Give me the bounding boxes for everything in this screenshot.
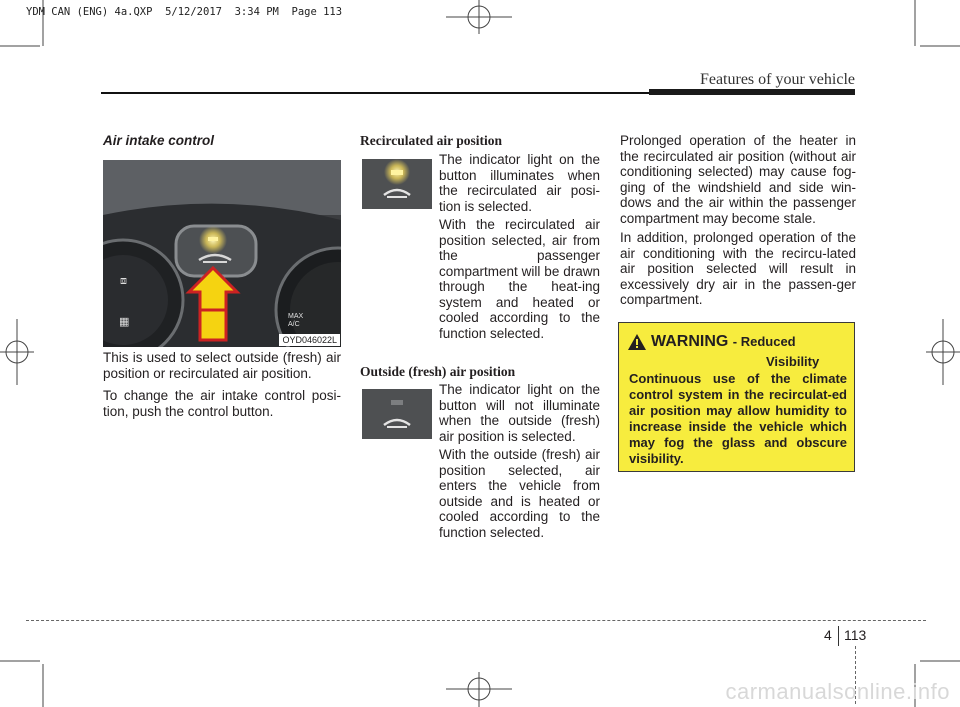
dashboard-illustration <box>103 160 341 347</box>
section-heading: Air intake control <box>103 133 215 148</box>
svg-text:▦: ▦ <box>119 315 130 328</box>
right-paragraph-1: Prolonged operation of the heater in the recirculated air position (without air conditioning selected) may cause fog-ging of the windshield and side win-dows and the air within the passenger compartment may become stale. <box>620 133 856 226</box>
warning-box <box>618 322 855 472</box>
outside-paragraph-2: With the outside (fresh) air position selected, air enters the vehicle from outside and is heated or cooled according to the function selected. <box>439 447 600 540</box>
warning-subtitle-2: Visibility <box>766 354 820 369</box>
warning-label: WARNING <box>651 333 729 350</box>
page-number: 113 <box>844 627 867 643</box>
print-slug: YDM CAN (ENG) 4a.QXP 5/12/2017 3:34 PM Page 113 <box>26 6 343 18</box>
recirc-paragraph-2: With the recirculated air position selected, air from the passenger compartment will be drawn through the heat-ing system and heated or cooled according to the function selected. <box>439 217 600 341</box>
left-paragraph-1: This is used to select outside (fresh) air position or recirculated air position. <box>103 350 341 381</box>
footer-rule <box>26 620 926 621</box>
photo-ac-label: A/C <box>288 321 300 328</box>
chapter-number: 4 <box>824 627 832 643</box>
left-paragraph-2: To change the air intake control posi-tion, push the control button. <box>103 388 341 419</box>
photo-caption: OYD046022L <box>279 334 340 346</box>
footer-divider <box>838 626 839 646</box>
warning-subtitle: - Reduced <box>732 334 796 349</box>
header-rule <box>101 92 649 94</box>
recirculated-heading: Recirculated air position <box>360 133 502 148</box>
recirc-paragraph-1: The indicator light on the button illuminates when the recirculated air posi-tion is selected. <box>439 152 600 214</box>
photo-max-label: MAX <box>288 313 304 320</box>
page-header-title: Features of your vehicle <box>699 71 855 88</box>
header-rule-accent <box>649 89 855 95</box>
recirculated-indicator-image <box>362 159 432 209</box>
outside-heading: Outside (fresh) air position <box>360 364 516 379</box>
outside-indicator-image <box>362 389 432 439</box>
warning-triangle-icon <box>628 334 646 350</box>
air-intake-control-photo <box>103 160 341 347</box>
right-paragraph-2: In addition, prolonged operation of the air conditioning with the recircu-lated air position selected will result in excessively dry air in the passen-ger compartment. <box>620 230 856 307</box>
warning-text: Continuous use of the climate control system in the recirculat-ed air position may allow humidity to increase inside the vehicle which may fog the glass and obscure visibility. <box>629 371 847 466</box>
outside-paragraph-1: The indicator light on the button will not illuminate when the outside (fresh) air position is selected. <box>439 382 600 444</box>
watermark: carmanualsonline.info <box>725 679 950 704</box>
svg-text:⧈: ⧈ <box>120 274 127 287</box>
